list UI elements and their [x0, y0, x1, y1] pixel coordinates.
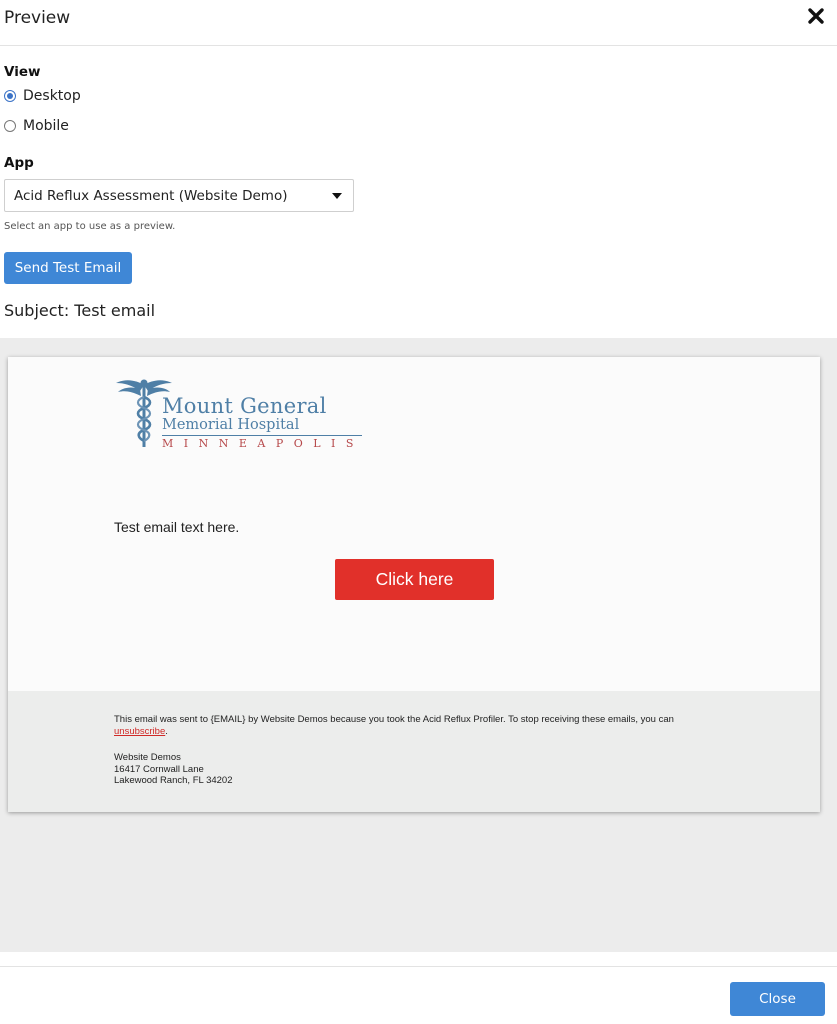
unsubscribe-link[interactable]: unsubscribe [114, 725, 166, 737]
footer-disclaimer [114, 714, 724, 737]
view-label: View [4, 64, 41, 80]
send-test-email-button[interactable]: Send Test Email [4, 252, 132, 284]
email-body-text: Test email text here. [114, 519, 240, 535]
radio-desktop-label: Desktop [23, 88, 81, 104]
logo-divider [162, 435, 362, 436]
address-line: 16417 Cornwall Lane [114, 763, 204, 775]
modal-header [0, 0, 837, 46]
app-select-value: Acid Reflux Assessment (Website Demo) [14, 187, 288, 204]
hospital-logo [114, 375, 364, 455]
app-helper-text: Select an app to use as a preview. [4, 221, 176, 232]
caret-down-icon [332, 193, 342, 199]
close-x-icon[interactable] [807, 7, 825, 25]
address-line: Lakewood Ranch, FL 34202 [114, 775, 233, 786]
app-select[interactable] [4, 179, 354, 212]
radio-mobile[interactable] [4, 118, 69, 134]
click-here-button[interactable]: Click here [335, 559, 494, 600]
email-footer [8, 691, 820, 812]
close-button[interactable]: Close [730, 982, 825, 1016]
email-subject: Subject: Test email [4, 301, 156, 320]
radio-mobile-label: Mobile [23, 118, 69, 134]
email-preview-area[interactable] [0, 338, 837, 952]
footer-text-before: This email was sent to {EMAIL} by Website Demos because you took the Acid Reflux Profiler. To stop receiving these emails, you can [114, 714, 674, 725]
logo-title-line1: Mount General [162, 394, 327, 418]
footer-text-after: . [165, 725, 168, 737]
modal-title: Preview [4, 8, 71, 28]
logo-title-line2: Memorial Hospital [162, 417, 300, 433]
logo-city: MINNEAPOLIS [162, 437, 364, 450]
radio-desktop-button[interactable] [4, 90, 16, 102]
footer-address [114, 752, 232, 787]
address-line: Website Demos [114, 752, 181, 763]
modal-footer [0, 966, 837, 1024]
radio-mobile-button[interactable] [4, 120, 16, 132]
email-preview [8, 357, 820, 812]
radio-desktop[interactable] [4, 88, 81, 104]
app-label: App [4, 155, 34, 171]
